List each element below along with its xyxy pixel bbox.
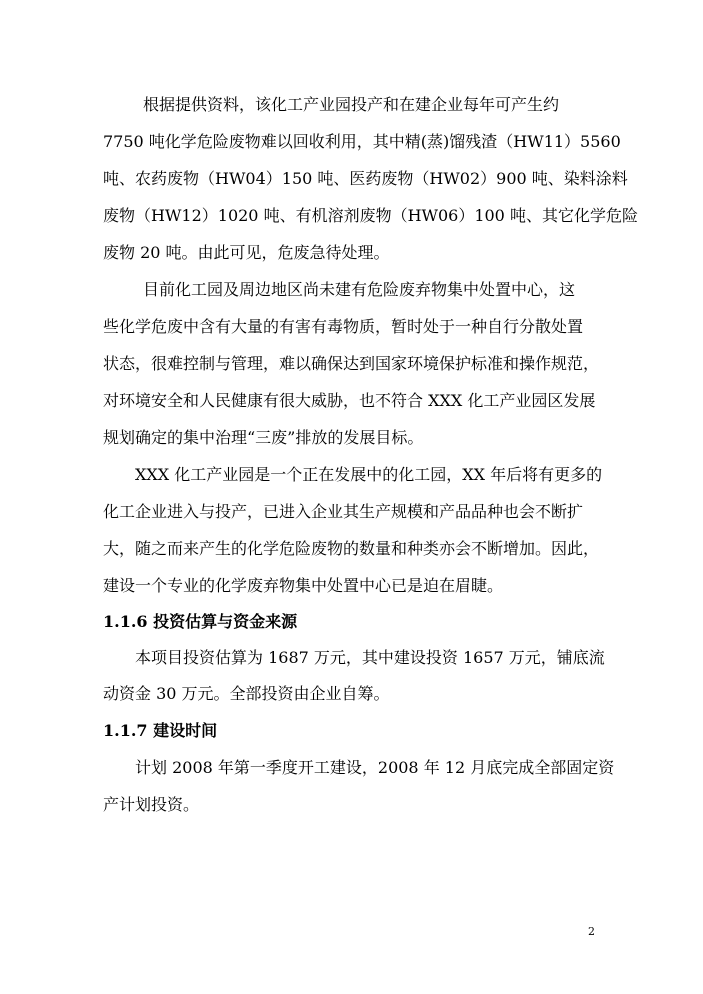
paragraph-2-line-2: 些化学危废中含有大量的有害有毒物质，暂时处于一种自行分散处置 [103, 317, 584, 336]
paragraph-1-line-4: 废物（HW12）1020 吨、有机溶剂废物（HW06）100 吨、其它化学危险 [103, 206, 638, 225]
paragraph-3-line-2: 化工企业进入与投产，已进入企业其生产规模和产品品种也会不断扩 [103, 502, 584, 521]
section-1-1-6-heading: 1.1.6 投资估算与资金来源 [103, 612, 298, 631]
paragraph-2-line-3: 状态，很难控制与管理，难以确保达到国家环境保护标准和操作规范， [103, 354, 600, 373]
section-1-1-7-line-1: 计划 2008 年第一季度开工建设，2008 年 12 月底完成全部固定资 [135, 758, 615, 777]
paragraph-3-line-1: XXX 化工产业园是一个正在发展中的化工园，XX 年后将有更多的 [135, 465, 603, 484]
section-1-1-7-line-2: 产计划投资。 [103, 795, 200, 814]
paragraph-1-line-2: 7750 吨化学危险废物难以回收利用，其中精(蒸)馏残渣（HW11）5560 [103, 132, 621, 151]
paragraph-2-line-1: 目前化工园及周边地区尚未建有危险废弃物集中处置中心，这 [143, 280, 576, 299]
paragraph-1-line-3: 吨、农药废物（HW04）150 吨、医药废物（HW02）900 吨、染料涂料 [103, 169, 628, 188]
paragraph-3-line-4: 建设一个专业的化学废弃物集中处置中心已是迫在眉睫。 [103, 576, 504, 595]
page-number: 2 [588, 925, 595, 938]
section-1-1-6-line-1: 本项目投资估算为 1687 万元，其中建设投资 1657 万元，铺底流 [135, 648, 605, 667]
paragraph-2-line-5: 规划确定的集中治理“三废”排放的发展目标。 [103, 428, 424, 447]
paragraph-2-line-4: 对环境安全和人民健康有很大威胁，也不符合 XXX 化工产业园区发展 [103, 391, 596, 410]
section-1-1-7-heading: 1.1.7 建设时间 [103, 721, 218, 740]
paragraph-1-line-5: 废物 20 吨。由此可见，危废急待处理。 [103, 243, 390, 262]
paragraph-1-line-1: 根据提供资料，该化工产业园投产和在建企业每年可产生约 [143, 95, 560, 114]
paragraph-3-line-3: 大，随之而来产生的化学危险废物的数量和种类亦会不断增加。因此， [103, 539, 600, 558]
section-1-1-6-line-2: 动资金 30 万元。全部投资由企业自筹。 [103, 684, 390, 703]
